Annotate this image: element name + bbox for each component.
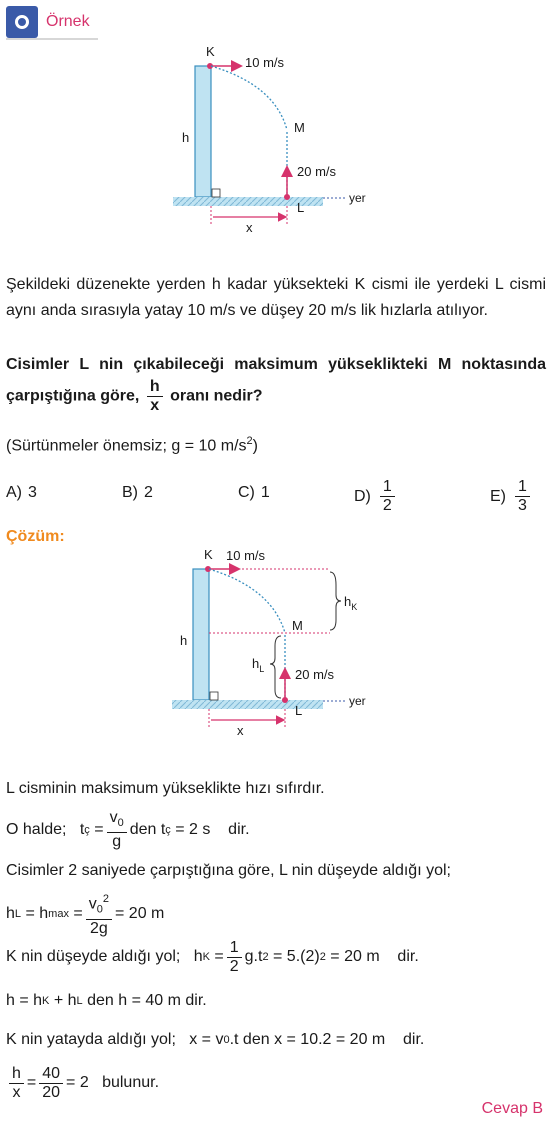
text: x = v: [189, 1031, 224, 1048]
option-value: 3: [28, 484, 37, 501]
trajectory: [211, 66, 287, 130]
ratio-num: h: [147, 378, 163, 397]
hk-sub: K: [351, 602, 358, 612]
label-yer: yer: [349, 191, 366, 205]
problem-question: [6, 352, 546, 415]
solution-line-7: [6, 1025, 424, 1055]
option-e[interactable]: [490, 478, 533, 515]
text: dir.: [403, 1031, 425, 1048]
frac-den: 2g: [89, 919, 108, 937]
option-a[interactable]: [6, 484, 37, 502]
solution-line-4: [6, 893, 165, 937]
v: v: [109, 808, 118, 826]
frac-num: 1: [227, 939, 242, 958]
label-m: M: [294, 120, 305, 135]
text: den h = 40 m dir.: [87, 992, 207, 1009]
text: = 5.(2): [273, 948, 320, 965]
ratio-fraction: [147, 378, 163, 415]
answer-label: Cevap B: [481, 1100, 543, 1117]
label-l: L: [297, 200, 305, 215]
label-m: M: [292, 618, 303, 633]
h: h: [193, 948, 203, 965]
example-icon: [6, 6, 38, 38]
text: K nin düşeyde aldığı yol;: [6, 948, 181, 965]
option-d[interactable]: [354, 478, 398, 515]
sup: 2: [319, 951, 326, 963]
fraction-num: 1: [515, 478, 530, 497]
fraction-den: 3: [518, 497, 527, 514]
text: dir.: [397, 948, 419, 965]
hl-main: h: [252, 656, 260, 671]
label-x: x: [246, 220, 253, 235]
example-header: [6, 6, 98, 38]
text: + h: [53, 992, 77, 1009]
text: den t: [129, 821, 166, 838]
example-title: Örnek: [46, 13, 90, 30]
hx-fraction: [9, 1065, 24, 1102]
question-part-2: oranı nedir?: [170, 387, 263, 405]
body-l: [284, 194, 290, 200]
fraction-den: 2: [382, 497, 392, 514]
option-letter: A): [6, 484, 22, 501]
right-angle-icon: [212, 189, 220, 197]
text: bulunur.: [102, 1074, 160, 1091]
option-letter: E): [490, 487, 506, 505]
sub: 0: [223, 1034, 230, 1046]
t-var: t: [79, 821, 85, 838]
text: = 20 m: [330, 948, 380, 965]
t-fraction: [107, 809, 127, 851]
sub: 0: [96, 903, 103, 916]
label-hl: [252, 656, 264, 674]
label-h: h: [182, 130, 190, 145]
frac-den: 20: [42, 1083, 61, 1101]
equals: =: [214, 948, 224, 965]
body-l: [282, 697, 288, 703]
label-l: L: [295, 703, 303, 718]
text: .t den x = 10.2 = 20 m: [229, 1031, 386, 1048]
v-sub: 0: [117, 817, 124, 830]
sub: L: [14, 908, 22, 920]
text: h = h: [6, 992, 43, 1009]
note-close: ): [252, 437, 258, 455]
problem-note: [6, 428, 546, 459]
note-sup: 2: [246, 435, 253, 447]
problem-text: Şekildeki düzenekte yerden h kadar yüksekteki K cismi ile yerdeki L cismi aynı anda sırasıyla yatay 10 m/s ve düşey 20 m/s lik hızlarla atılıyor.: [6, 276, 546, 319]
t-sub: ç: [165, 824, 171, 836]
sub: max: [48, 908, 69, 920]
solution-line-3: Cisimler 2 saniyede çarpıştığına göre, L nin düşeyde aldığı yol;: [6, 862, 451, 879]
sub: L: [76, 995, 83, 1007]
option-fraction: [380, 478, 395, 515]
text: K nin yatayda aldığı yol;: [6, 1031, 176, 1048]
solution-line-5: [6, 938, 419, 975]
label-v-top: 10 m/s: [245, 55, 285, 70]
frac-num: h: [9, 1065, 24, 1084]
text: O halde;: [6, 821, 67, 838]
hmax-fraction: [86, 890, 112, 938]
frac-num: 40: [39, 1065, 63, 1084]
frac-den: g: [112, 833, 122, 851]
sup: 2: [102, 893, 109, 906]
brace-hk: [330, 572, 341, 630]
note-text: (Sürtünmeler önemsiz; g = 10 m/s: [6, 437, 247, 455]
solution-figure: [0, 540, 557, 740]
option-value: 1: [260, 484, 270, 501]
option-b[interactable]: [122, 484, 153, 502]
label-k: K: [204, 547, 213, 562]
label-v-up: 20 m/s: [297, 164, 337, 179]
text: = h: [25, 905, 49, 922]
solution-line-8: [6, 1064, 160, 1101]
sup: 2: [262, 951, 269, 963]
option-letter: B): [122, 484, 138, 501]
sub: K: [202, 951, 210, 963]
sub: K: [42, 995, 50, 1007]
frac-num: [107, 809, 127, 833]
label-yer: yer: [349, 694, 366, 708]
label-h: h: [180, 633, 188, 648]
trajectory: [209, 569, 285, 633]
label-v-up: 20 m/s: [295, 667, 335, 682]
solution-line-2: [6, 808, 250, 851]
frac-den: 2: [229, 957, 239, 975]
problem-figure: [0, 40, 557, 240]
tower: [195, 66, 211, 197]
option-value: 2: [144, 484, 153, 501]
text: = 2: [66, 1074, 89, 1091]
text: g.t: [244, 948, 263, 965]
equals: =: [26, 1074, 37, 1091]
value-fraction: [39, 1065, 63, 1102]
solution-line-1: L cisminin maksimum yükseklikte hızı sıfırdır.: [6, 780, 325, 797]
question-part-1: Cisimler L nin çıkabileceği maksimum yükseklikteki M noktasında çarpıştığına göre,: [6, 356, 546, 405]
text: = 20 m: [115, 905, 165, 922]
solution-line-6: [6, 986, 207, 1016]
option-c[interactable]: [238, 484, 270, 502]
equals: =: [73, 905, 83, 922]
text: = 2 s: [175, 821, 211, 838]
hl-sub: L: [259, 664, 265, 674]
h: h: [6, 905, 15, 922]
solution-title: Çözüm:: [6, 528, 65, 545]
v: v: [88, 895, 97, 913]
right-angle-icon: [210, 692, 218, 700]
label-hk: [344, 594, 357, 612]
option-fraction: [515, 478, 530, 515]
text: dir.: [228, 821, 250, 838]
equals: =: [94, 821, 104, 838]
frac-den: x: [12, 1083, 21, 1101]
brace-hl: [270, 636, 281, 698]
option-letter: D): [354, 487, 371, 505]
frac-num: [86, 890, 112, 920]
label-x: x: [237, 723, 244, 738]
ratio-den: x: [150, 397, 160, 414]
half-fraction: [227, 939, 242, 976]
label-k: K: [206, 44, 215, 59]
option-letter: C): [238, 484, 255, 501]
hk-main: h: [344, 594, 352, 609]
tower: [193, 569, 209, 700]
fraction-num: 1: [380, 478, 395, 497]
label-v-top: 10 m/s: [226, 548, 266, 563]
t-sub: ç: [84, 824, 90, 836]
